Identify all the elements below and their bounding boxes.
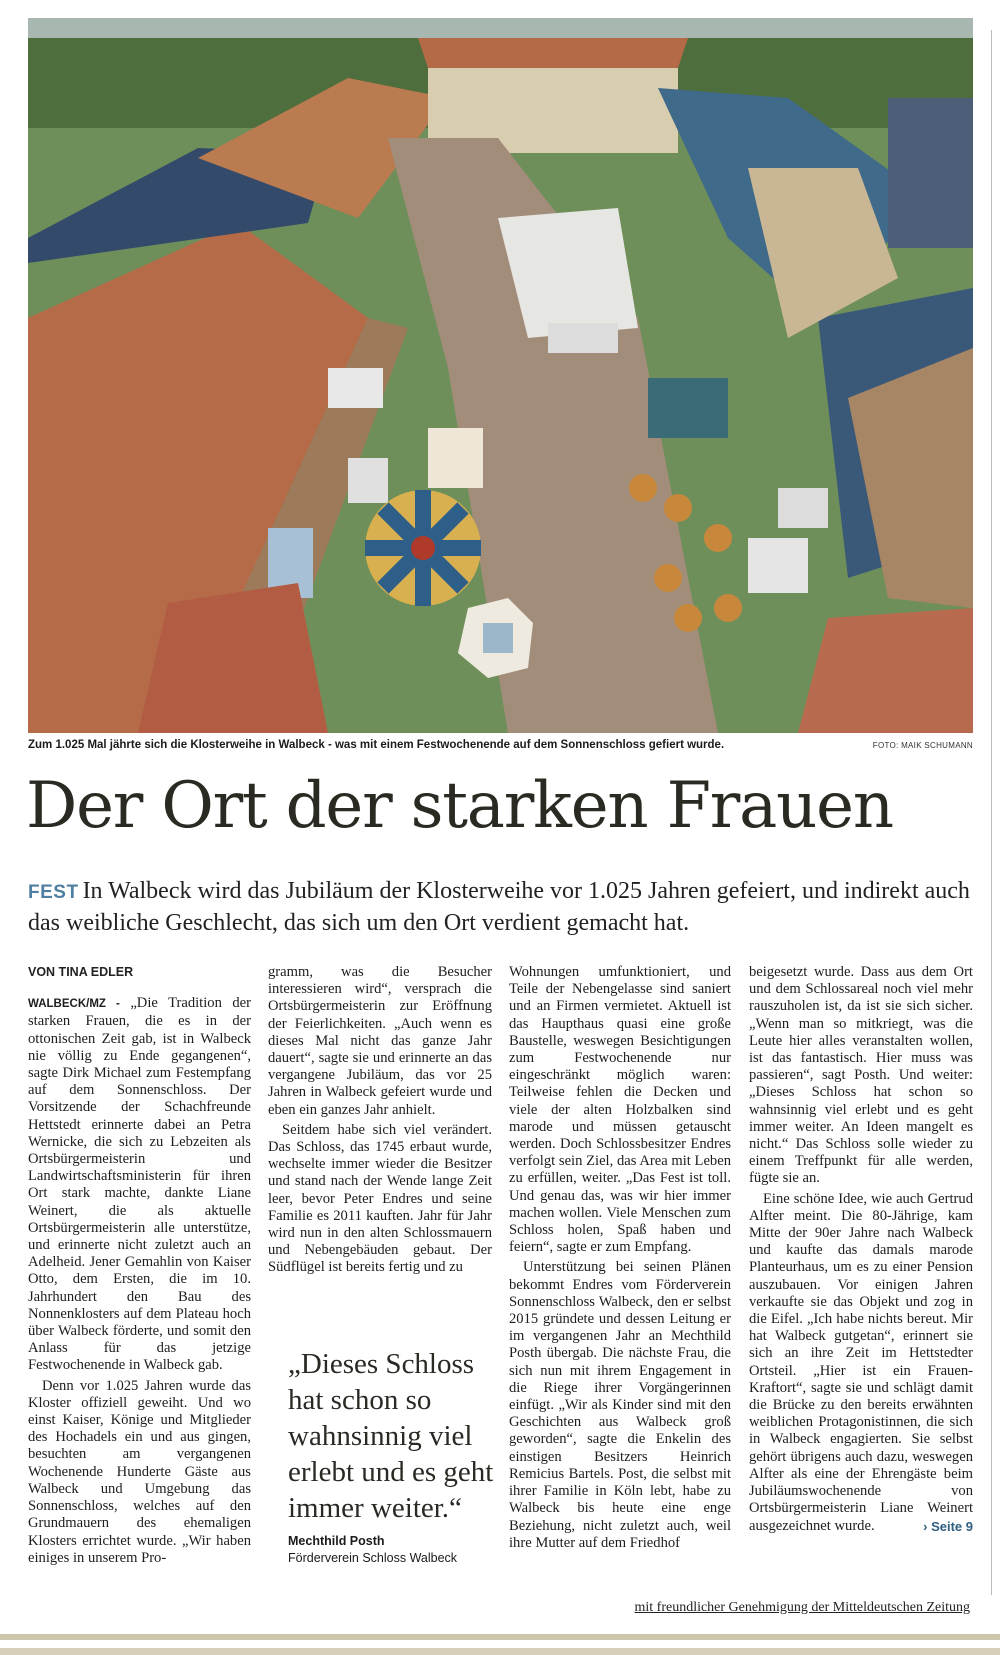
deck-text: In Walbeck wird das Jubiläum der Klosterweihe vor 1.025 Jahren gefeiert, und indirekt auch das weibliche Geschlecht, das sich um den Ort verdient gemacht hat.: [28, 878, 970, 936]
deck-kicker: FEST: [28, 882, 79, 903]
paragraph-text: Eine schöne Idee, wie auch Gertrud Alfter meint. Die 80-Jährige, kam Mitte der 90er Jahre nach Walbeck und kaufte das damals marode Planteurhaus, um es zu einer Pension auszubauen. Vor einigen Jahren verkaufte sie das Objekt und zog in die Eifel. „Ich habe nichts bereut. Mir hat Walbeck gutgetan“, erinnert sie sich an ihre Zeit im Hettstedter Ortsteil. „Hier ist ein Frauen-Kraftort“, sagte sie und schlägt damit die Brücke zu den bereits erwähnten weiblichen Protagonistinnen, die sich in Walbeck engagierten. Sie selbst gehört übrigens auch dazu, weswegen Alfter als eine der Ehrengäste beim Jubiläumswochenende von Ortsbürgermeisterin Liane Weinert ausgezeichnet wurde.: [749, 1190, 973, 1534]
paragraph: beigesetzt wurde. Dass aus dem Ort und dem Schlossareal noch viel mehr rauszuholen ist, da ist sie sich sicher. „Wenn man so mitkriegt, was die Leute hier alles veranstalten wollen, ist das fantastisch. Hier muss was passieren“, sagt Posth. Und weiter: „Dieses Schloss hat schon so wahnsinnig viel erlebt und es geht immer weiter. An Ideen mangelt es nicht.“ Das Schloss solle wieder zu einem Treffpunkt für alle werden, fügte sie an.: [749, 964, 973, 1187]
permission-note: mit freundlicher Genehmigung der Mitteldeutschen Zeitung: [634, 1600, 970, 1615]
dateline: WALBECK/MZ -: [28, 998, 120, 1011]
paragraph-text: „Die Tradition der starken Frauen, die es in der ottonischen Zeit gab, ist in Walbeck nie völlig zu Ende gegangenen“, sagte Dirk Michael zum Festempfang auf dem Sonnenschloss. Der Vorsitzende der Schachfreunde Hettstedt erinnerte dabei an Petra Wernicke, die sich zu Lebzeiten als Ortsbürgermeisterin und Landwirtschaftsministerin für ihren Ort stark machte, dankte Liane Weinert, die als aktuelle Ortsbürgermeisterin alle unterstütze, und erinnerte nicht zuletzt auch an Adelheid. Jener Gemahlin von Kaiser Otto, dem Ersten, die im 10. Jahrhundert den Bau des Nonnenklosters auf dem Plateau hoch über Walbeck förderte, und somit den Anlass für das jetzige Festwochenende in Walbeck gab.: [28, 995, 252, 1374]
pull-quote-role: Förderverein Schloss Walbeck: [288, 1551, 458, 1565]
paragraph: Wohnungen umfunktioniert, und Teile der Nebengelasse sind saniert und an Firmen vermietet. Aktuell ist das Haupthaus quasi eine große Baustelle, weswegen Besichtigungen zum Festwochenende nur eingeschränkt möglich waren: Teilweise fehlen die Decken und viele der alten Holzbalken sind marode und müssen getauscht werden. Doch Schlossbesitzer Endres verfolgt sein Ziel, das Area mit Leben zu erfüllen, weiter. „Das Fest ist toll. Und genau das, was wir hier immer machen wollen. Viele Menschen zum Schloss holen, Spaß haben und feiern“, sagte er zum Empfang.: [509, 964, 731, 1256]
castle-courtyard-photo: [28, 18, 973, 733]
deck: [28, 876, 973, 939]
column-rule: [991, 30, 992, 1595]
caption-text: Zum 1.025 Mal jährte sich die Klosterweihe in Walbeck - was mit einem Festwochenende auf dem Sonnenschloss gefiert wurde.: [28, 739, 725, 751]
pull-quote-name: Mechthild Posth: [288, 1534, 385, 1548]
aerial-photo: [28, 18, 973, 733]
continued-link[interactable]: › Seite 9: [923, 1518, 973, 1534]
byline: VON TINA EDLER: [28, 965, 134, 979]
article-column-2: [268, 964, 492, 1277]
paragraph: [749, 1191, 973, 1535]
pull-quote-text: „Dieses Schloss hat schon so wahnsinnig viel erlebt und es geht immer weiter.“: [288, 1348, 494, 1524]
paragraph: gramm, was die Besucher interessieren wird“, versprach die Ortsbürgermeisterin zur Eröffnung der Feierlichkeiten. „Auch wenn es dieses Mal nicht das ganze Jahr dauert“, sagte sie und erinnerte an das vergangene Jubiläum, das vor 25 Jahren in Walbeck gefeiert wurde und eben ein ganzes Jahr anhielt.: [268, 964, 492, 1118]
paragraph: Denn vor 1.025 Jahren wurde das Kloster offiziell geweiht. Und wo einst Kaiser, Könige und Mitglieder des Hochadels ein und aus gingen, besuchten am vergangenen Wochenende Hunderte Gäste aus Walbeck und Umgebung das Sonnenschloss, welches auf den Grundmauern des ehemaligen Klosters errichtet wurde. „Wir haben einiges in unserem Pro-: [28, 1377, 251, 1566]
article-column-3: [509, 964, 731, 1552]
photo-caption: [28, 738, 973, 756]
pull-quote: [288, 1346, 498, 1565]
paragraph: Seitdem habe sich viel verändert. Das Schloss, das 1745 erbaut wurde, wechselte immer wieder die Besitzer und stand nach der Wende lange Zeit leer, bevor Peter Endres und seine Familie es 2011 kauften. Jahr für Jahr wird nun in den alten Schlossmauern und Nebengebäuden gebaut. Der Südflügel ist bereits fertig und zu: [268, 1121, 492, 1276]
paragraph: [28, 995, 251, 1374]
headline: Der Ort der starken Frauen: [26, 769, 893, 843]
article-column-1: [28, 964, 251, 1567]
article-column-4: [749, 964, 973, 1535]
bottom-border: [0, 1622, 1000, 1655]
paragraph: Unterstützung bei seinen Plänen bekommt Endres vom Förderverein Sonnenschloss Walbeck, den er selbst 2015 gründete und dessen Leitung er im vergangenen Jahr an Mechthild Posth übergab. Die nächste Frau, die sich nun mit ihrem Engagement in die Riege ihrer Vorgängerinnen einfügt. „Wir als Kinder sind mit den Geschichten aus Walbeck groß geworden“, sagte die Enkelin des einstigen Besitzers Heinrich Remicius Bartels. Post, die selbst mit ihrer Familie in Köln lebt, habe zu Walbeck bis heute eine enge Beziehung, nicht zuletzt auch, weil ihre Mutter auf dem Friedhof: [509, 1259, 731, 1551]
photo-credit: FOTO: MAIK SCHUMANN: [872, 741, 973, 750]
